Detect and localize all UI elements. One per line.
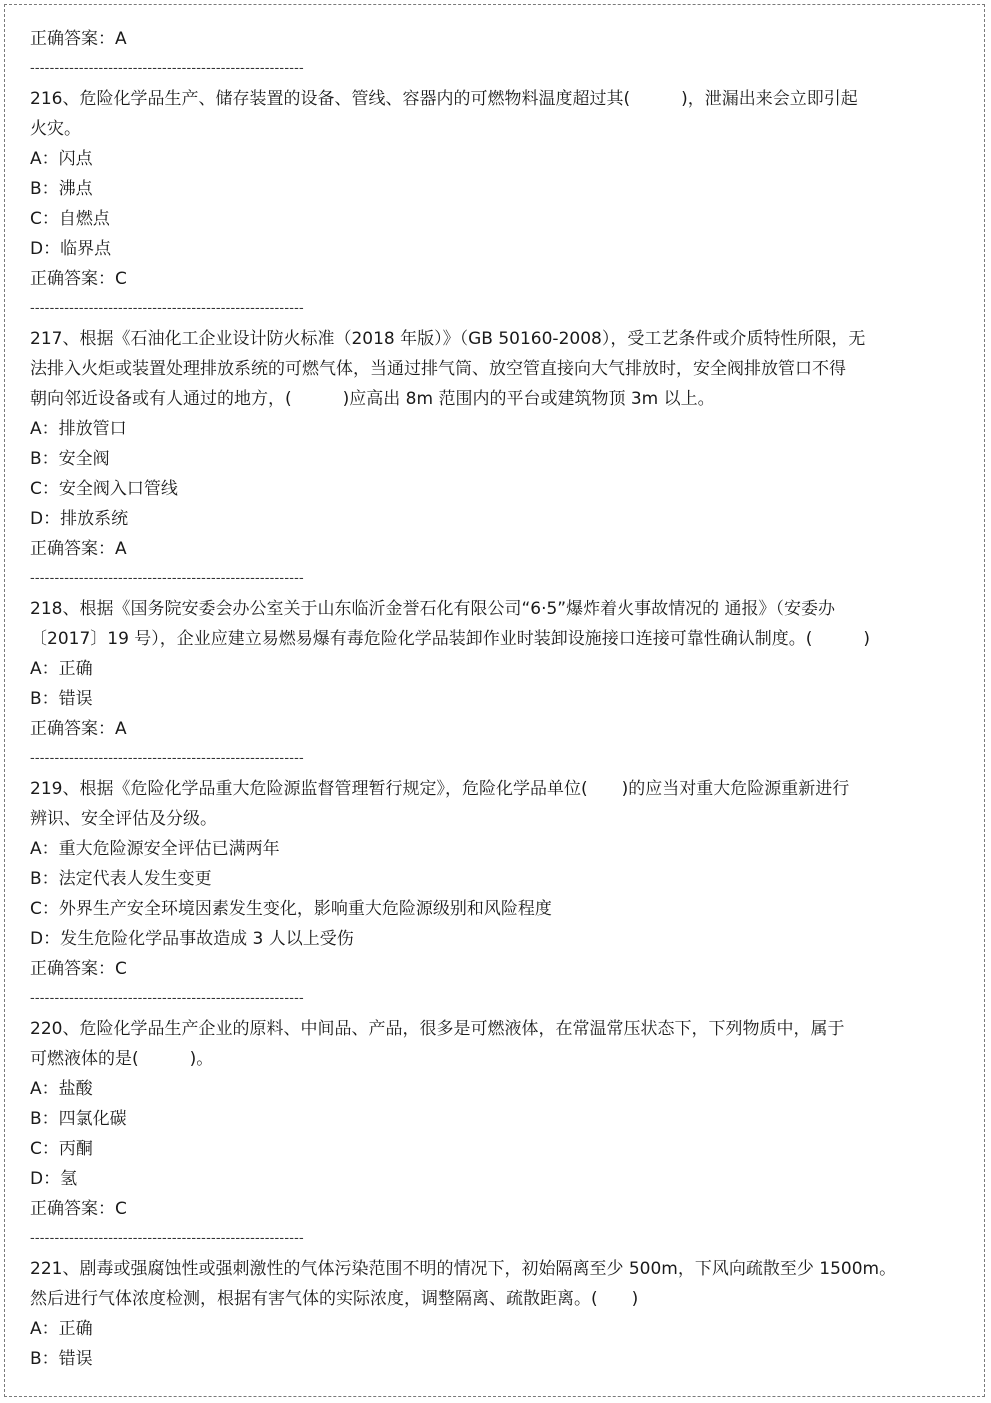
correct-answer: 正确答案：A	[30, 719, 127, 739]
question-text-continued: 可燃液体的是( )。	[30, 1049, 214, 1069]
separator: --------------------------------------------------------	[30, 1231, 304, 1246]
answer-option-b: B：法定代表人发生变更	[30, 869, 212, 889]
answer-option-a: A：正确	[30, 1319, 93, 1339]
question-218: 218、根据《国务院安委会办公室关于山东临沂金誉石化有限公司“6·5”爆炸着火事故情况的 通报》（安委办	[30, 599, 835, 619]
question-219: 219、根据《危险化学品重大危险源监督管理暂行规定》，危险化学品单位( )的应当对重大危险源重新进行	[30, 779, 850, 799]
answer-option-d: D：临界点	[30, 239, 112, 259]
question-text-continued: 〔2017〕19 号），企业应建立易燃易爆有毒危险化学品装卸作业时装卸设施接口连接可靠性确认制度。( )	[30, 629, 871, 649]
question-text-continued: 辨识、安全评估及分级。	[30, 809, 217, 829]
answer-option-a: A：排放管口	[30, 419, 127, 439]
answer-option-d: D：排放系统	[30, 509, 129, 529]
answer-option-c: C：丙酮	[30, 1139, 93, 1159]
separator: --------------------------------------------------------	[30, 751, 304, 766]
question-216: 216、危险化学品生产、储存装置的设备、管线、容器内的可燃物料温度超过其( )，泄漏出来会立即引起	[30, 89, 858, 109]
answer-option-a: A：盐酸	[30, 1079, 93, 1099]
separator: --------------------------------------------------------	[30, 61, 304, 76]
answer-option-b: B：错误	[30, 1349, 93, 1369]
question-text-continued: 然后进行气体浓度检测，根据有害气体的实际浓度，调整隔离、疏散距离。( )	[30, 1289, 639, 1309]
correct-answer: 正确答案：A	[30, 29, 127, 49]
question-text-continued: 法排入火炬或装置处理排放系统的可燃气体，当通过排气筒、放空管直接向大气排放时，安全阀排放管口不得	[30, 359, 846, 379]
question-list	[30, 24, 910, 1374]
answer-option-c: C：外界生产安全环境因素发生变化，影响重大危险源级别和风险程度	[30, 899, 552, 919]
question-221: 221、剧毒或强腐蚀性或强刺激性的气体污染范围不明的情况下，初始隔离至少 500m，下风向疏散至少 1500m。	[30, 1259, 897, 1279]
answer-option-a: A：重大危险源安全评估已满两年	[30, 839, 280, 859]
answer-option-c: C：安全阀入口管线	[30, 479, 178, 499]
answer-option-a: A：正确	[30, 659, 93, 679]
question-text-continued: 朝向邻近设备或有人通过的地方，( )应高出 8m 范围内的平台或建筑物顶 3m 以上。	[30, 389, 715, 409]
separator: --------------------------------------------------------	[30, 991, 304, 1006]
separator: --------------------------------------------------------	[30, 571, 304, 586]
correct-answer: 正确答案：C	[30, 269, 127, 289]
correct-answer: 正确答案：C	[30, 959, 127, 979]
answer-option-c: C：自燃点	[30, 209, 110, 229]
answer-option-d: D：发生危险化学品事故造成 3 人以上受伤	[30, 929, 354, 949]
answer-option-b: B：安全阀	[30, 449, 110, 469]
answer-option-d: D：氢	[30, 1169, 78, 1189]
answer-option-a: A：闪点	[30, 149, 93, 169]
answer-option-b: B：沸点	[30, 179, 93, 199]
correct-answer: 正确答案：C	[30, 1199, 127, 1219]
answer-option-b: B：四氯化碳	[30, 1109, 127, 1129]
correct-answer: 正确答案：A	[30, 539, 127, 559]
answer-option-b: B：错误	[30, 689, 93, 709]
question-217: 217、根据《石油化工企业设计防火标准（2018 年版）》（GB 50160-2008），受工艺条件或介质特性所限，无	[30, 329, 866, 349]
question-text-continued: 火灾。	[30, 119, 81, 139]
separator: --------------------------------------------------------	[30, 301, 304, 316]
question-220: 220、危险化学品生产企业的原料、中间品、产品，很多是可燃液体，在常温常压状态下，下列物质中，属于	[30, 1019, 845, 1039]
